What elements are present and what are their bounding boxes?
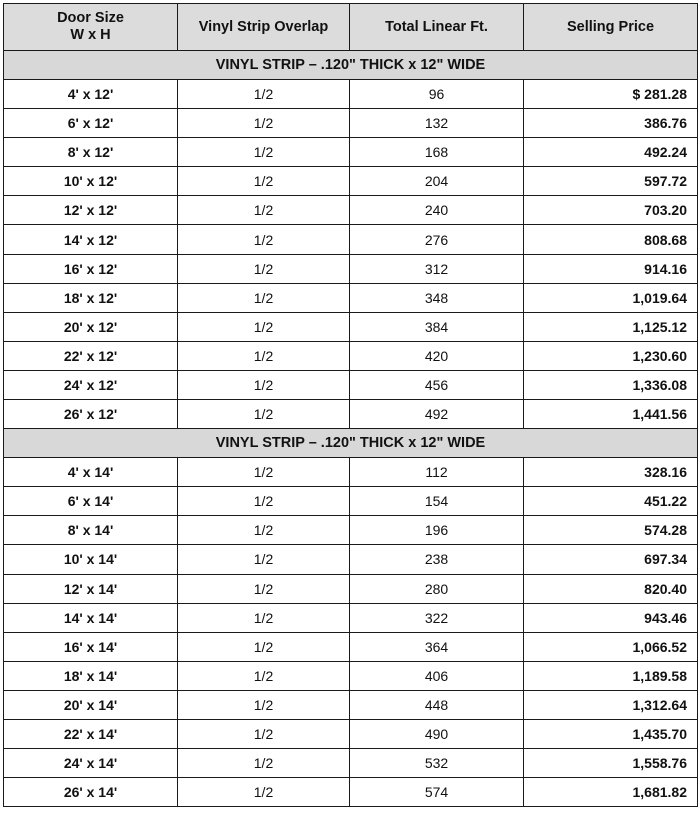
overlap-cell: 1/2 xyxy=(178,80,350,109)
door-size-cell: 10' x 14' xyxy=(4,545,178,574)
linear-ft-cell: 420 xyxy=(350,341,524,370)
table-row xyxy=(4,690,698,719)
selling-price-cell: 1,336.08 xyxy=(524,370,698,399)
door-size-cell: 4' x 14' xyxy=(4,458,178,487)
linear-ft-cell: 132 xyxy=(350,109,524,138)
header-row xyxy=(4,4,698,51)
col-header-selling-price: Selling Price xyxy=(524,4,698,51)
col-header-door-size-line2: W x H xyxy=(70,27,111,43)
selling-price-cell: 1,189.58 xyxy=(524,661,698,690)
overlap-cell: 1/2 xyxy=(178,487,350,516)
selling-price-cell: 943.46 xyxy=(524,603,698,632)
table-row xyxy=(4,196,698,225)
section-title: VINYL STRIP – .120" THICK x 12" WIDE xyxy=(4,51,698,80)
table-row xyxy=(4,109,698,138)
table-row xyxy=(4,632,698,661)
table-row xyxy=(4,167,698,196)
overlap-cell: 1/2 xyxy=(178,109,350,138)
selling-price-cell: 492.24 xyxy=(524,138,698,167)
linear-ft-cell: 154 xyxy=(350,487,524,516)
selling-price-cell: $ 281.28 xyxy=(524,80,698,109)
table-row xyxy=(4,778,698,807)
door-size-cell: 14' x 12' xyxy=(4,225,178,254)
door-size-cell: 22' x 14' xyxy=(4,719,178,748)
door-size-cell: 10' x 12' xyxy=(4,167,178,196)
door-size-cell: 6' x 14' xyxy=(4,487,178,516)
overlap-cell: 1/2 xyxy=(178,603,350,632)
linear-ft-cell: 448 xyxy=(350,690,524,719)
linear-ft-cell: 112 xyxy=(350,458,524,487)
selling-price-cell: 328.16 xyxy=(524,458,698,487)
linear-ft-cell: 238 xyxy=(350,545,524,574)
linear-ft-cell: 348 xyxy=(350,283,524,312)
selling-price-cell: 1,125.12 xyxy=(524,312,698,341)
overlap-cell: 1/2 xyxy=(178,632,350,661)
table-body xyxy=(4,51,698,807)
overlap-cell: 1/2 xyxy=(178,167,350,196)
linear-ft-cell: 574 xyxy=(350,778,524,807)
col-header-linear-ft: Total Linear Ft. xyxy=(350,4,524,51)
table-row xyxy=(4,254,698,283)
selling-price-cell: 574.28 xyxy=(524,516,698,545)
linear-ft-cell: 240 xyxy=(350,196,524,225)
section-title: VINYL STRIP – .120" THICK x 12" WIDE xyxy=(4,429,698,458)
door-size-cell: 16' x 12' xyxy=(4,254,178,283)
door-size-cell: 20' x 14' xyxy=(4,690,178,719)
linear-ft-cell: 196 xyxy=(350,516,524,545)
linear-ft-cell: 364 xyxy=(350,632,524,661)
selling-price-cell: 808.68 xyxy=(524,225,698,254)
door-size-cell: 4' x 12' xyxy=(4,80,178,109)
overlap-cell: 1/2 xyxy=(178,458,350,487)
table-row xyxy=(4,80,698,109)
selling-price-cell: 1,681.82 xyxy=(524,778,698,807)
overlap-cell: 1/2 xyxy=(178,516,350,545)
table-row xyxy=(4,487,698,516)
overlap-cell: 1/2 xyxy=(178,690,350,719)
overlap-cell: 1/2 xyxy=(178,574,350,603)
selling-price-cell: 703.20 xyxy=(524,196,698,225)
linear-ft-cell: 322 xyxy=(350,603,524,632)
overlap-cell: 1/2 xyxy=(178,545,350,574)
table-row xyxy=(4,458,698,487)
linear-ft-cell: 168 xyxy=(350,138,524,167)
linear-ft-cell: 456 xyxy=(350,370,524,399)
selling-price-cell: 451.22 xyxy=(524,487,698,516)
selling-price-cell: 1,441.56 xyxy=(524,400,698,429)
door-size-cell: 24' x 12' xyxy=(4,370,178,399)
table-row xyxy=(4,341,698,370)
selling-price-cell: 1,435.70 xyxy=(524,719,698,748)
table-row xyxy=(4,225,698,254)
overlap-cell: 1/2 xyxy=(178,283,350,312)
table-row xyxy=(4,138,698,167)
door-size-cell: 8' x 14' xyxy=(4,516,178,545)
selling-price-cell: 597.72 xyxy=(524,167,698,196)
col-header-door-size xyxy=(4,4,178,51)
linear-ft-cell: 312 xyxy=(350,254,524,283)
door-size-cell: 26' x 14' xyxy=(4,778,178,807)
selling-price-cell: 1,312.64 xyxy=(524,690,698,719)
overlap-cell: 1/2 xyxy=(178,312,350,341)
section-header-row xyxy=(4,429,698,458)
selling-price-cell: 1,019.64 xyxy=(524,283,698,312)
table-row xyxy=(4,283,698,312)
door-size-cell: 22' x 12' xyxy=(4,341,178,370)
linear-ft-cell: 490 xyxy=(350,719,524,748)
table-row xyxy=(4,370,698,399)
door-size-cell: 16' x 14' xyxy=(4,632,178,661)
overlap-cell: 1/2 xyxy=(178,370,350,399)
selling-price-cell: 1,066.52 xyxy=(524,632,698,661)
selling-price-cell: 820.40 xyxy=(524,574,698,603)
overlap-cell: 1/2 xyxy=(178,196,350,225)
door-size-cell: 24' x 14' xyxy=(4,749,178,778)
linear-ft-cell: 96 xyxy=(350,80,524,109)
table-row xyxy=(4,661,698,690)
section-header-row xyxy=(4,51,698,80)
selling-price-cell: 1,230.60 xyxy=(524,341,698,370)
price-table xyxy=(3,3,698,807)
door-size-cell: 12' x 14' xyxy=(4,574,178,603)
door-size-cell: 26' x 12' xyxy=(4,400,178,429)
door-size-cell: 12' x 12' xyxy=(4,196,178,225)
linear-ft-cell: 532 xyxy=(350,749,524,778)
door-size-cell: 6' x 12' xyxy=(4,109,178,138)
overlap-cell: 1/2 xyxy=(178,719,350,748)
linear-ft-cell: 492 xyxy=(350,400,524,429)
overlap-cell: 1/2 xyxy=(178,341,350,370)
selling-price-cell: 386.76 xyxy=(524,109,698,138)
linear-ft-cell: 204 xyxy=(350,167,524,196)
table-row xyxy=(4,749,698,778)
table-row xyxy=(4,545,698,574)
table-row xyxy=(4,312,698,341)
door-size-cell: 20' x 12' xyxy=(4,312,178,341)
table-row xyxy=(4,516,698,545)
door-size-cell: 18' x 14' xyxy=(4,661,178,690)
overlap-cell: 1/2 xyxy=(178,778,350,807)
table-row xyxy=(4,719,698,748)
linear-ft-cell: 280 xyxy=(350,574,524,603)
linear-ft-cell: 406 xyxy=(350,661,524,690)
door-size-cell: 14' x 14' xyxy=(4,603,178,632)
col-header-overlap: Vinyl Strip Overlap xyxy=(178,4,350,51)
selling-price-cell: 1,558.76 xyxy=(524,749,698,778)
selling-price-cell: 697.34 xyxy=(524,545,698,574)
door-size-cell: 8' x 12' xyxy=(4,138,178,167)
overlap-cell: 1/2 xyxy=(178,254,350,283)
door-size-cell: 18' x 12' xyxy=(4,283,178,312)
table-row xyxy=(4,574,698,603)
linear-ft-cell: 276 xyxy=(350,225,524,254)
overlap-cell: 1/2 xyxy=(178,749,350,778)
overlap-cell: 1/2 xyxy=(178,661,350,690)
overlap-cell: 1/2 xyxy=(178,400,350,429)
table-row xyxy=(4,603,698,632)
overlap-cell: 1/2 xyxy=(178,225,350,254)
linear-ft-cell: 384 xyxy=(350,312,524,341)
table-row xyxy=(4,400,698,429)
selling-price-cell: 914.16 xyxy=(524,254,698,283)
overlap-cell: 1/2 xyxy=(178,138,350,167)
col-header-door-size-line1: Door Size xyxy=(57,10,124,26)
